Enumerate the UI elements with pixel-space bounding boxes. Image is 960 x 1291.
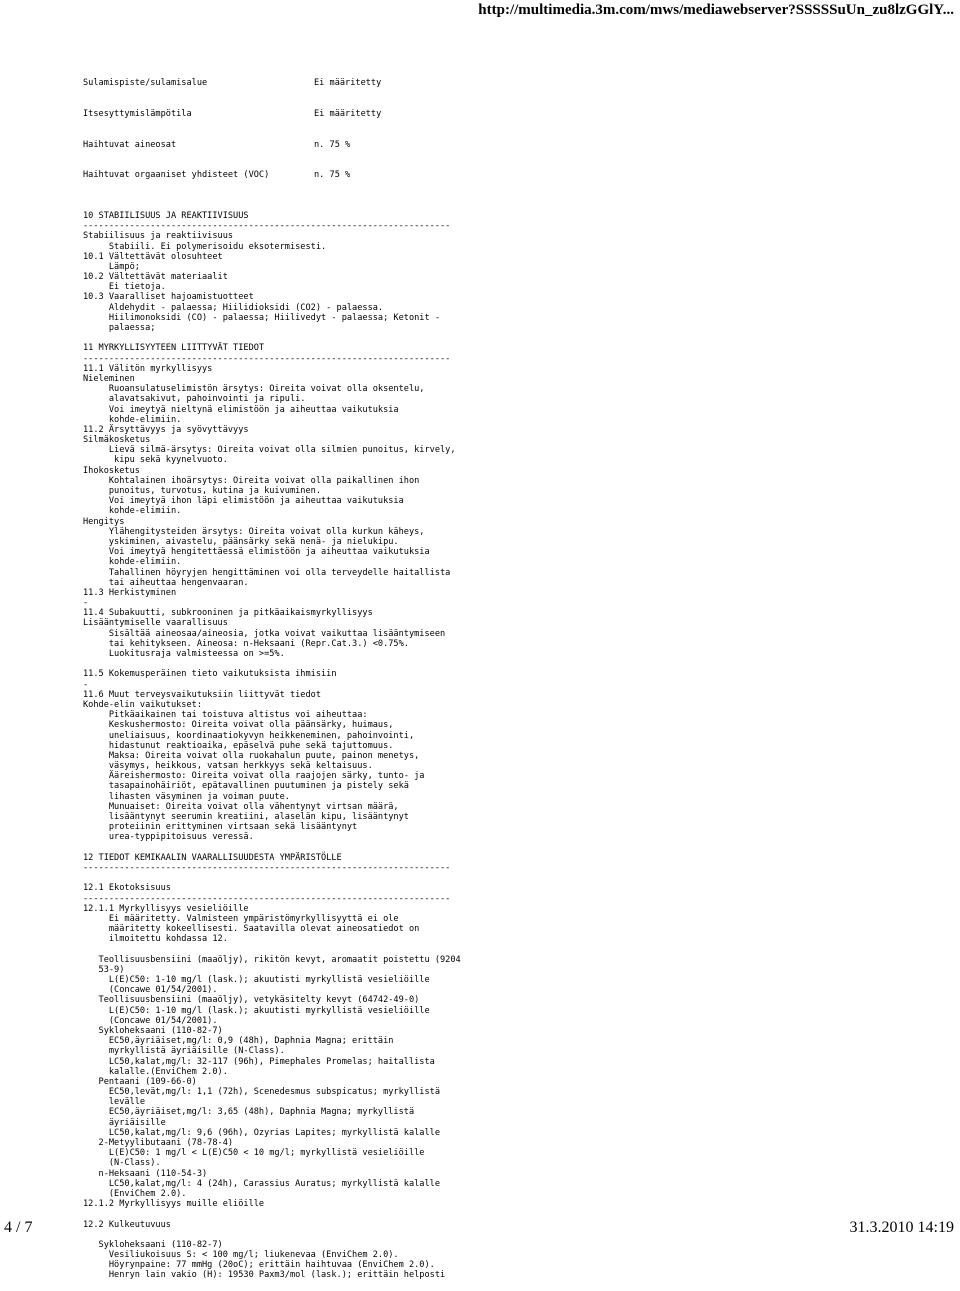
document-body: [83, 58, 503, 1291]
property-value: Ei määritetty: [314, 78, 382, 89]
document-line: -----------------------------------------------------------------------: [83, 353, 451, 364]
document-line: [83, 333, 503, 343]
document-line: palaessa;: [83, 323, 156, 334]
document-line: -----------------------------------------------------------------------: [83, 862, 451, 873]
document-line: 11.4 Subakuutti, subkrooninen ja pitkäaikaismyrkyllisyys: [83, 608, 373, 619]
document-line: -: [83, 679, 89, 690]
document-line: Voi imeytyä ihon läpi elimistöön ja aiheuttaa vaikutuksia: [83, 496, 404, 507]
document-line: 12.1.2 Myrkyllisyys muille eliöille: [83, 1199, 265, 1210]
document-line: 2-Metyylibutaani (78-78-4): [83, 1138, 234, 1149]
property-value: Ei määritetty: [314, 109, 382, 119]
document-line: Sykloheksaani (110-82-7): [83, 1239, 223, 1250]
document-line: levälle: [83, 1097, 146, 1108]
document-line: [83, 1209, 503, 1219]
document-line: Lämpö;: [83, 261, 140, 272]
document-line: L(E)C50: 1 mg/l < L(E)C50 < 10 mg/l; myrkyllistä vesieliöille: [83, 1148, 425, 1159]
document-line: n-Heksaani (110-54-3): [83, 1168, 208, 1179]
document-line: Ei tietoja.: [83, 282, 166, 293]
property-label: Itsesyttymislämpötila: [83, 109, 192, 119]
document-line: kohde-elimiin.: [83, 506, 182, 517]
document-line: Sisältää aineosaa/aineosia, jotka voivat vaikuttaa lisääntymiseen: [83, 628, 446, 639]
document-line: [83, 1230, 503, 1240]
document-line: Ääreishermosto: Oireita voivat olla raajojen särky, tunto- ja: [83, 771, 425, 782]
document-line: EC50,levät,mg/l: 1,1 (72h), Scenedesmus subspicatus; myrkyllistä: [83, 1087, 440, 1098]
document-line: 12 TIEDOT KEMIKAALIN VAARALLISUUDESTA YMPÄRISTÖLLE: [83, 852, 342, 863]
document-line: [83, 201, 503, 211]
document-line: -----------------------------------------------------------------------: [83, 893, 451, 904]
document-line: kipu sekä kyynelvuoto.: [83, 455, 228, 466]
document-line: urea-typpipitoisuus veressä.: [83, 832, 254, 843]
document-line: [83, 659, 503, 669]
document-line: Lievä silmä-ärsytys: Oireita voivat olla silmien punoitus, kirvely,: [83, 445, 456, 456]
document-line: 10.3 Vaaralliset hajoamistuotteet: [83, 292, 254, 303]
document-line: äyriäisille: [83, 1117, 166, 1128]
property-row: [83, 109, 503, 119]
document-line: tai kehitykseen. Aineosa: n-Heksaani (Repr.Cat.3.) <0.75%.: [83, 638, 409, 649]
document-line: 11 MYRKYLLISYYTEEN LIITTYVÄT TIEDOT: [83, 343, 265, 354]
property-value: n. 75 %: [314, 170, 351, 181]
document-line: kohde-elimiin.: [83, 557, 182, 568]
document-line: kohde-elimiin.: [83, 414, 182, 425]
property-label: Sulamispiste/sulamisalue: [83, 78, 208, 89]
document-line: ilmoitettu kohdassa 12.: [83, 934, 228, 945]
document-line: (Concawe 01/54/2001).: [83, 1015, 218, 1026]
document-line: EC50,äyriäiset,mg/l: 3,65 (48h), Daphnia Magna; myrkyllistä: [83, 1107, 415, 1118]
property-label: Haihtuvat aineosat: [83, 139, 177, 150]
property-row: [83, 78, 503, 88]
document-line: Maksa: Oireita voivat olla ruokahalun puute, painon menetys,: [83, 750, 420, 761]
document-line: Tahallinen höyryjen hengittäminen voi olla terveydelle haitallista: [83, 567, 451, 578]
document-line: Henryn lain vakio (H): 19530 Paxm3/mol (lask.); erittäin helposti: [83, 1270, 446, 1281]
document-line: Lisääntymiselle vaarallisuus: [83, 618, 228, 629]
document-line: väsymys, heikkous, vatsan herkkyys sekä keltaisuus.: [83, 761, 373, 772]
document-line: Pentaani (109-66-0): [83, 1076, 197, 1087]
document-line: hidastunut reaktioaika, epäselvä puhe sekä tajuttomuus.: [83, 740, 394, 751]
document-line: 11.2 Ärsyttävyys ja syövyttävyys: [83, 424, 249, 435]
document-line: Stabiili. Ei polymerisoidu eksotermisesti.: [83, 241, 327, 252]
document-line: Teollisuusbensiini (maaöljy), rikitön kevyt, aromaatit poistettu (9204: [83, 954, 461, 965]
document-line: 12.1 Ekotoksisuus: [83, 883, 171, 894]
document-line: lihasten väsyminen ja voiman puute.: [83, 791, 290, 802]
document-line: proteiinin erittyminen virtsaan sekä lisääntynyt: [83, 822, 358, 833]
document-line: -: [83, 598, 89, 609]
document-line: Ihokosketus: [83, 465, 140, 476]
document-line: Teollisuusbensiini (maaöljy), vetykäsitelty kevyt (64742-49-0): [83, 995, 420, 1006]
document-line: 12.1.1 Myrkyllisyys vesieliöille: [83, 903, 249, 914]
document-line: Stabiilisuus ja reaktiivisuus: [83, 231, 234, 242]
page-url: http://multimedia.3m.com/mws/mediawebserver?SSSSSuUn_zu8lzGGlY...: [478, 2, 954, 18]
document-line: Voi imeytyä nieltynä elimistöön ja aiheuttaa vaikutuksia: [83, 404, 399, 415]
document-line: 11.6 Muut terveysvaikutuksiin liittyvät tiedot: [83, 689, 321, 700]
document-line: Kohtalainen ihoärsytys: Oireita voivat olla paikallinen ihon: [83, 475, 420, 486]
document-line: Ylähengitysteiden ärsytys: Oireita voivat olla kurkun käheys,: [83, 526, 425, 537]
document-line: L(E)C50: 1-10 mg/l (lask.); akuutisti myrkyllistä vesieliöille: [83, 1005, 430, 1016]
document-line: 12.2 Kulkeutuvuus: [83, 1219, 171, 1230]
document-line: Voi imeytyä hengitettäessä elimistöön ja aiheuttaa vaikutuksia: [83, 547, 430, 558]
page-number: 4 / 7: [4, 1219, 33, 1236]
document-line: (EnviChem 2.0).: [83, 1188, 187, 1199]
document-line: LC50,kalat,mg/l: 4 (24h), Carassius Auratus; myrkyllistä kalalle: [83, 1178, 440, 1189]
document-line: Sykloheksaani (110-82-7): [83, 1025, 223, 1036]
document-line: punoitus, turvotus, kutina ja kuivuminen.: [83, 486, 321, 497]
print-datetime: 31.3.2010 14:19: [849, 1219, 954, 1236]
property-row: [83, 170, 503, 180]
document-line: [83, 843, 503, 853]
document-line: EC50,äyriäiset,mg/l: 0,9 (48h), Daphnia Magna; erittäin: [83, 1036, 394, 1047]
document-line: -----------------------------------------------------------------------: [83, 221, 451, 232]
document-line: L(E)C50: 1-10 mg/l (lask.); akuutisti myrkyllistä vesieliöille: [83, 975, 430, 986]
document-line: Ruoansulatuselimistön ärsytys: Oireita voivat olla oksentelu,: [83, 384, 425, 395]
document-line: Pitkäaikainen tai toistuva altistus voi aiheuttaa:: [83, 710, 368, 721]
document-line: 53-9): [83, 964, 125, 975]
document-lines: [83, 201, 503, 1281]
document-line: määritetty kokeellisesti. Saatavilla olevat aineosatiedot on: [83, 924, 420, 935]
property-row: [83, 140, 503, 150]
document-line: [83, 873, 503, 883]
document-line: Aldehydit - palaessa; Hiilidioksidi (CO2) - palaessa.: [83, 302, 384, 313]
document-line: LC50,kalat,mg/l: 32-117 (96h), Pimephales Promelas; haitallista: [83, 1056, 435, 1067]
document-line: LC50,kalat,mg/l: 9,6 (96h), Ozyrias Lapites; myrkyllistä kalalle: [83, 1127, 440, 1138]
document-line: (Concawe 01/54/2001).: [83, 985, 218, 996]
document-line: [83, 944, 503, 954]
document-line: Ei määritetty. Valmisteen ympäristömyrkyllisyyttä ei ole: [83, 913, 399, 924]
document-line: Silmäkosketus: [83, 435, 151, 446]
document-line: uneliaisuus, koordinaatiokyvyn heikkeneminen, pahoinvointi,: [83, 730, 415, 741]
document-line: Munuaiset: Oireita voivat olla vähentynyt virtsan määrä,: [83, 801, 399, 812]
document-line: Höyrynpaine: 77 mmHg (20oC); erittäin haihtuvaa (EnviChem 2.0).: [83, 1260, 435, 1271]
document-line: 10 STABIILISUUS JA REAKTIIVISUUS: [83, 210, 249, 221]
document-line: (N-Class).: [83, 1158, 161, 1169]
document-line: kalalle.(EnviChem 2.0).: [83, 1066, 228, 1077]
document-line: 11.1 Välitön myrkyllisyys: [83, 363, 213, 374]
document-line: Vesiliukoisuus S: < 100 mg/l; liukenevaa (EnviChem 2.0).: [83, 1250, 399, 1261]
document-line: Hengitys: [83, 516, 125, 527]
document-line: 11.3 Herkistyminen: [83, 587, 177, 598]
document-line: Luokitusraja valmisteessa on >=5%.: [83, 649, 285, 660]
document-line: lisääntynyt seerumin kreatiini, alaselän kipu, lisääntynyt: [83, 812, 409, 823]
document-line: Hiilimonoksidi (CO) - palaessa; Hiilivedyt - palaessa; Ketonit -: [83, 312, 440, 323]
document-line: 11.5 Kokemusperäinen tieto vaikutuksista ihmisiin: [83, 669, 337, 680]
document-line: 10.2 Vältettävät materiaalit: [83, 272, 228, 283]
document-line: Nieleminen: [83, 373, 135, 384]
document-line: myrkyllistä äyriäisille (N-Class).: [83, 1046, 285, 1057]
document-line: alavatsakivut, pahoinvointi ja ripuli.: [83, 394, 306, 405]
document-line: Keskushermosto: Oireita voivat olla päänsärky, huimaus,: [83, 720, 394, 731]
document-line: tai aiheuttaa hengenvaaran.: [83, 577, 249, 588]
property-value: n. 75 %: [314, 139, 351, 150]
document-line: tasapainohäiriöt, epätavallinen puutuminen ja pistely sekä: [83, 781, 409, 792]
document-line: yskiminen, aivastelu, päänsärky sekä nenä- ja nielukipu.: [83, 536, 399, 547]
document-line: 10.1 Vältettävät olosuhteet: [83, 251, 223, 262]
property-label: Haihtuvat orgaaniset yhdisteet (VOC): [83, 170, 270, 181]
document-line: Kohde-elin vaikutukset:: [83, 699, 202, 710]
